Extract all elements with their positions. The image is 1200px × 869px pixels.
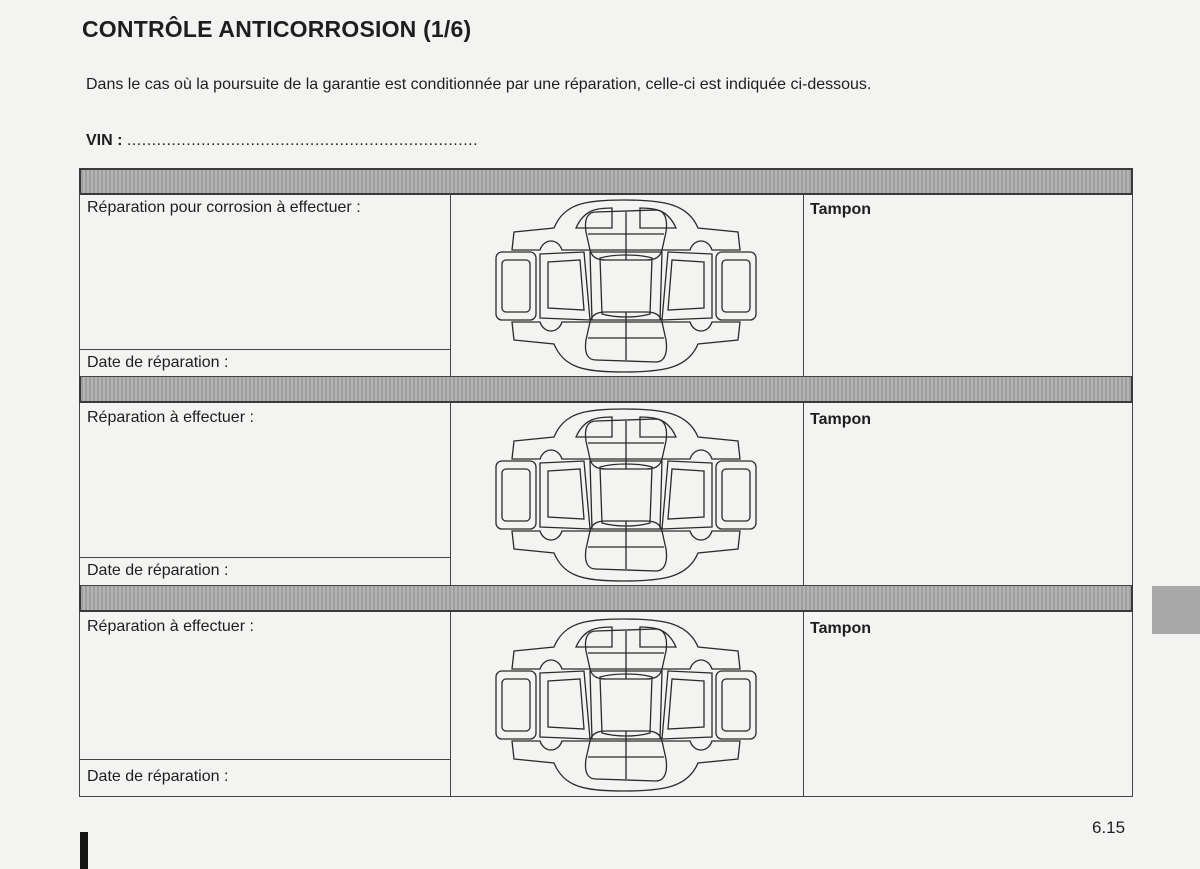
margin-marker bbox=[80, 832, 88, 869]
repair-block-2 bbox=[79, 403, 1133, 586]
stamp-label: Tampon bbox=[810, 411, 872, 428]
repair-block-3 bbox=[79, 612, 1133, 797]
table-bottom-border bbox=[79, 796, 1133, 797]
repair-label: Réparation à effectuer : bbox=[87, 618, 254, 635]
stamp-column bbox=[804, 193, 1132, 378]
stamp-label: Tampon bbox=[810, 620, 872, 637]
date-label: Date de réparation : bbox=[87, 562, 229, 579]
stamp-column bbox=[804, 403, 1132, 586]
page-number: 6.15 bbox=[1092, 818, 1126, 837]
date-row bbox=[80, 349, 450, 378]
repair-label: Réparation pour corrosion à effectuer : bbox=[87, 199, 361, 216]
vin-field bbox=[86, 132, 478, 150]
date-label: Date de réparation : bbox=[87, 768, 229, 785]
date-row bbox=[80, 557, 450, 586]
car-body-diagram-icon bbox=[484, 611, 770, 799]
car-diagram-column bbox=[451, 193, 804, 378]
repair-column bbox=[80, 193, 451, 378]
page-title: CONTRÔLE ANTICORROSION (1/6) bbox=[82, 16, 472, 42]
section-bar-3 bbox=[79, 585, 1133, 612]
section-bar-2 bbox=[79, 376, 1133, 403]
date-row bbox=[80, 759, 450, 797]
repair-label: Réparation à effectuer : bbox=[87, 409, 254, 426]
vin-label: VIN : bbox=[86, 132, 123, 149]
car-diagram-column bbox=[451, 403, 804, 586]
car-body-diagram-icon bbox=[484, 192, 770, 380]
repair-column bbox=[80, 612, 451, 797]
stamp-column bbox=[804, 612, 1132, 797]
repair-block-1 bbox=[79, 193, 1133, 378]
vin-dotted-line: ....................................................................... bbox=[126, 132, 479, 149]
car-diagram-column bbox=[451, 612, 804, 797]
chapter-edge-tab bbox=[1152, 586, 1200, 634]
stamp-label: Tampon bbox=[810, 201, 872, 218]
date-label: Date de réparation : bbox=[87, 354, 229, 371]
car-body-diagram-icon bbox=[484, 401, 770, 589]
intro-text: Dans le cas où la poursuite de la garantie est conditionnée par une réparation, celle-ci est indiquée ci-dessous. bbox=[86, 76, 872, 93]
repair-column bbox=[80, 403, 451, 586]
